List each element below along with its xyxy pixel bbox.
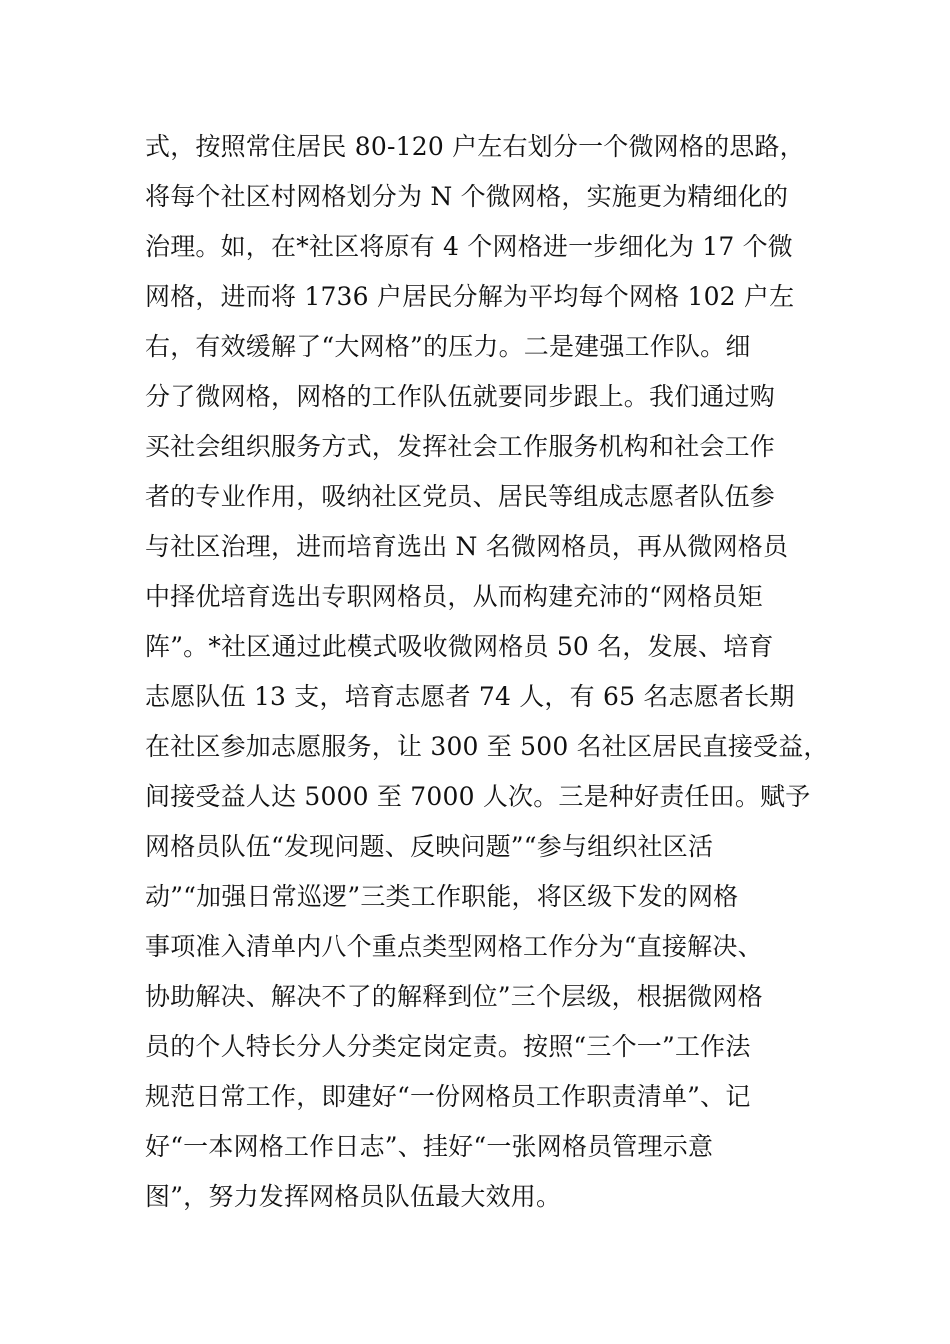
text-line-4: 网格，进而将 1736 户居民分解为平均每个网格 102 户左 [145, 282, 795, 311]
text-line-19: 员的个人特长分人分类定岗定责。按照“三个一”工作法 [145, 1032, 751, 1061]
text-line-7: 买社会组织服务方式，发挥社会工作服务机构和社会工作 [145, 432, 776, 461]
text-line-11: 阵”。*社区通过此模式吸收微网格员 50 名，发展、培育 [145, 632, 774, 661]
text-line-22: 图”，努力发挥网格员队伍最大效用。 [145, 1182, 562, 1211]
text-line-1: 式，按照常住居民 80-120 户左右划分一个微网格的思路， [145, 132, 805, 161]
text-line-10: 中择优培育选出专职网格员，从而构建充沛的“网格员矩 [145, 582, 763, 611]
text-line-14: 间接受益人达 5000 至 7000 人次。三是种好责任田。赋予 [145, 782, 811, 811]
text-line-15: 网格员队伍“发现问题、反映问题”“参与组织社区活 [145, 832, 714, 861]
text-line-6: 分了微网格，网格的工作队伍就要同步跟上。我们通过购 [145, 382, 776, 411]
text-line-13: 在社区参加志愿服务，让 300 至 500 名社区居民直接受益， [145, 732, 829, 761]
text-line-12: 志愿队伍 13 支，培育志愿者 74 人，有 65 名志愿者长期 [145, 682, 795, 711]
body-paragraph [145, 122, 829, 1222]
text-line-17: 事项准入清单内八个重点类型网格工作分为“直接解决、 [145, 932, 763, 961]
text-line-18: 协助解决、解决不了的解释到位”三个层级，根据微网格 [145, 982, 763, 1011]
text-line-5: 右，有效缓解了“大网格”的压力。二是建强工作队。细 [145, 332, 751, 361]
text-line-21: 好“一本网格工作日志”、挂好“一张网格员管理示意 [145, 1132, 714, 1161]
text-line-16: 动”“加强日常巡逻”三类工作职能，将区级下发的网格 [145, 882, 739, 911]
text-line-2: 将每个社区村网格划分为 N 个微网格，实施更为精细化的 [145, 182, 789, 211]
text-line-8: 者的专业作用，吸纳社区党员、居民等组成志愿者队伍参 [145, 482, 776, 511]
text-line-3: 治理。如，在*社区将原有 4 个网格进一步细化为 17 个微 [145, 232, 794, 261]
text-line-20: 规范日常工作，即建好“一份网格员工作职责清单”、记 [145, 1082, 751, 1111]
text-line-9: 与社区治理，进而培育选出 N 名微网格员，再从微网格员 [145, 532, 789, 561]
